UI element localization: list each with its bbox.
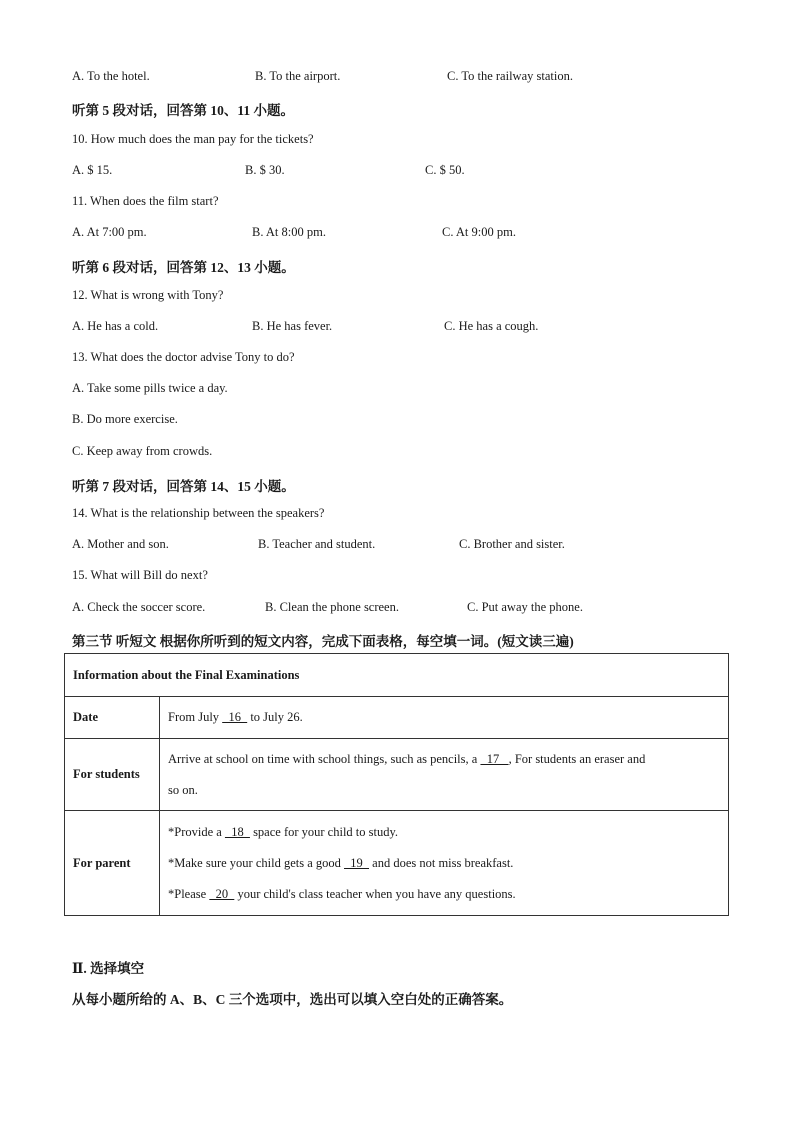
question-10: 10. How much does the man pay for the tickets? [72,132,314,146]
p2-pre: *Make sure your child gets a good [168,855,345,870]
q12-option-c: C. He has a cough. [444,319,539,333]
students-post: , For students an eraser and [508,751,646,766]
students-pre: Arrive at school on time with school things, such as pencils, a [168,751,481,766]
table-title: Information about the Final Examinations [65,654,729,697]
date-label: Date [65,697,160,739]
students-line2: so on. [168,782,198,797]
parent-value [160,811,729,916]
p1-post: space for your child to study. [249,824,399,839]
q10-option-b: B. $ 30. [245,163,285,177]
question-11: 11. When does the film start? [72,194,219,208]
q10-option-a: A. $ 15. [72,163,113,177]
blank-20: 20 [209,886,235,901]
students-value [160,739,729,811]
date-pre: From July [168,710,223,724]
p1-pre: *Provide a [168,824,225,839]
q9-option-a: A. To the hotel. [72,69,150,83]
part2-heading: Ⅱ. 选择填空 [72,961,145,976]
question-13: 13. What does the doctor advise Tony to do? [72,350,295,364]
table-row-students [65,739,729,811]
parent-label: For parent [65,811,160,916]
q12-option-a: A. He has a cold. [72,319,159,333]
q13-option-b: B. Do more exercise. [72,412,178,426]
p3-post: your child's class teacher when you have any questions. [234,886,516,901]
q12-option-b: B. He has fever. [252,319,333,333]
table-row-date [65,697,729,739]
table-row-parent [65,811,729,916]
q15-option-a: A. Check the soccer score. [72,600,206,614]
section-6-heading: 听第 6 段对话，回答第 12、13 小题。 [72,260,295,275]
p2-post: and does not miss breakfast. [369,855,514,870]
q10-option-c: C. $ 50. [425,163,465,177]
blank-19: 19 [344,855,370,870]
section-5-heading: 听第 5 段对话，回答第 10、11 小题。 [72,103,295,118]
question-15: 15. What will Bill do next? [72,568,208,582]
q13-option-a: A. Take some pills twice a day. [72,381,228,395]
question-14: 14. What is the relationship between the speakers? [72,506,325,520]
q9-option-c: C. To the railway station. [447,69,573,83]
part2-instruction: 从每小题所给的 A、B、C 三个选项中，选出可以填入空白处的正确答案。 [72,992,513,1007]
date-value [160,697,729,739]
q15-option-b: B. Clean the phone screen. [265,600,399,614]
p3-pre: *Please [168,886,210,901]
section-7-heading: 听第 7 段对话，回答第 14、15 小题。 [72,479,295,494]
q9-option-b: B. To the airport. [255,69,341,83]
exam-info-table [64,653,729,916]
date-post: to July 26. [247,710,303,724]
question-12: 12. What is wrong with Tony? [72,288,224,302]
q14-option-b: B. Teacher and student. [258,537,376,551]
q14-option-a: A. Mother and son. [72,537,169,551]
part3-heading: 第三节 听短文 根据你所听到的短文内容，完成下面表格，每空填一词。(短文读三遍) [72,634,574,649]
blank-18: 18 [224,824,250,839]
students-label: For students [65,739,160,811]
q11-option-b: B. At 8:00 pm. [252,225,326,239]
q11-option-a: A. At 7:00 pm. [72,225,147,239]
q15-option-c: C. Put away the phone. [467,600,583,614]
q14-option-c: C. Brother and sister. [459,537,565,551]
q11-option-c: C. At 9:00 pm. [442,225,516,239]
blank-17: 17 [480,751,509,766]
q13-option-c: C. Keep away from crowds. [72,444,213,458]
blank-16: 16 [222,710,248,724]
